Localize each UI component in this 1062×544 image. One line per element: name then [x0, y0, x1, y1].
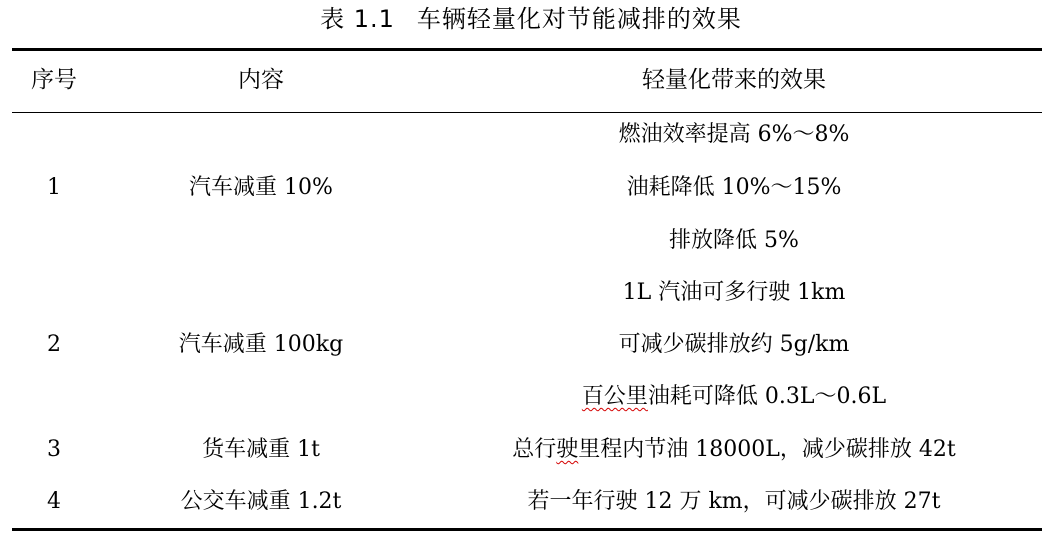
row-4-effect-1: 若一年行驶 12 万 km，可减少碳排放 27t — [527, 489, 941, 514]
header-content: 内容 — [238, 67, 284, 93]
bottom-rule — [12, 528, 1042, 531]
table-number: 表 1.1 — [320, 5, 395, 33]
top-rule — [12, 48, 1042, 51]
effect-text-rest: 油耗可降低 0.3L～0.6L — [647, 384, 887, 409]
row-1-effect-1: 燃油效率提高 6%～8% — [618, 122, 850, 147]
effect-text-part: 总行 — [512, 437, 557, 462]
row-3-seq: 3 — [47, 437, 61, 462]
row-2-seq: 2 — [47, 332, 61, 357]
row-2-effect-3 — [426, 383, 1042, 411]
row-3-content: 货车减重 1t — [202, 437, 320, 462]
effect-text-part: 里程内节油 18000L，减少碳排放 42t — [578, 437, 956, 462]
header-seq: 序号 — [31, 67, 77, 93]
row-1-seq: 1 — [47, 175, 61, 200]
header-rule — [12, 112, 1042, 113]
row-1-effect-2: 油耗降低 10%～15% — [626, 175, 842, 200]
row-2-content: 汽车减重 100kg — [178, 332, 344, 357]
row-1-content: 汽车减重 10% — [189, 175, 333, 200]
row-2-effect-2: 可减少碳排放约 5g/km — [618, 332, 850, 357]
header-effect: 轻量化带来的效果 — [642, 67, 826, 93]
table-title: 车辆轻量化对节能减排的效果 — [416, 5, 742, 33]
row-2-effect-1: 1L 汽油可多行驶 1km — [622, 280, 846, 305]
table-caption — [0, 4, 1062, 34]
row-1-effect-3: 排放降低 5% — [669, 228, 799, 253]
row-3-effect-1 — [426, 436, 1042, 464]
spellcheck-underline: 百公里 — [581, 384, 648, 409]
row-4-seq: 4 — [47, 489, 61, 514]
spellcheck-underline: 驶 — [556, 437, 579, 462]
row-4-content: 公交车减重 1.2t — [180, 489, 342, 514]
